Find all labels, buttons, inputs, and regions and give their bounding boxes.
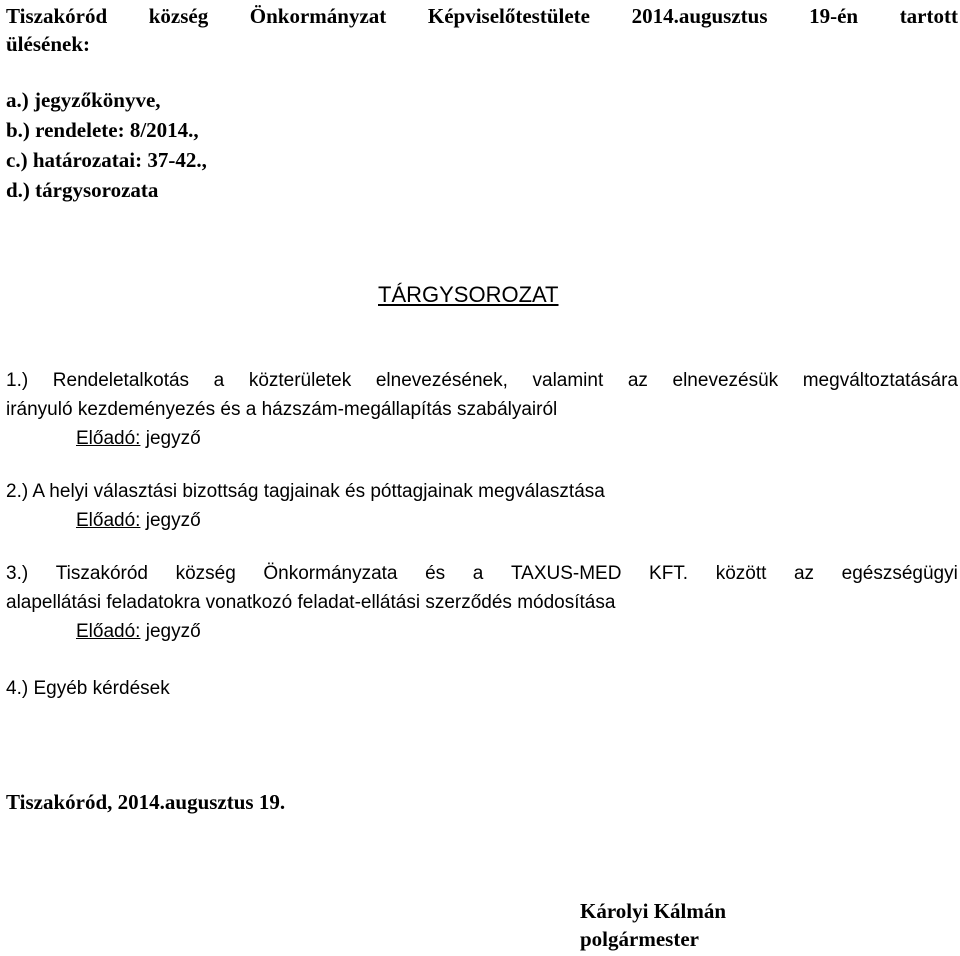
presenter-label: Előadó: — [76, 510, 141, 531]
header-word: Képviselőtestülete — [427, 4, 590, 28]
word: és — [425, 563, 446, 584]
agenda-item-3 — [6, 559, 958, 646]
presenter-line — [76, 506, 958, 535]
agenda-item-line-1 — [6, 559, 958, 588]
header-word: 19-én — [809, 4, 859, 28]
agenda-item-line-2: alapellátási feladatokra vonatkozó feladat-ellátási szerződés módosítása — [6, 592, 616, 613]
agenda-item-line-1 — [6, 366, 958, 395]
header-word: tartott — [899, 4, 958, 28]
signature-block — [580, 897, 726, 953]
signatory-title: polgármester — [580, 927, 699, 951]
word: község — [175, 563, 236, 584]
presenter-line — [76, 424, 958, 453]
word: TAXUS-MED — [510, 563, 622, 584]
list-item: c.) határozatai: 37-42., — [6, 148, 207, 172]
word: az — [793, 563, 815, 584]
agenda-title: TÁRGYSOROZAT — [378, 282, 559, 307]
word: Tiszakóród — [55, 563, 148, 584]
agenda-item-line-1: 2.) A helyi választási bizottság tagjainak és póttagjainak megválasztása — [6, 481, 605, 502]
word: az — [627, 370, 648, 391]
list-item: b.) rendelete: 8/2014., — [6, 118, 199, 142]
header-line-2: ülésének: — [6, 32, 90, 56]
header-word: 2014.augusztus — [631, 4, 768, 28]
agenda-item-line-1: 4.) Egyéb kérdések — [6, 678, 170, 699]
word: elnevezésének, — [375, 370, 508, 391]
list-item: d.) tárgysorozata — [6, 178, 159, 202]
agenda-item-1 — [6, 366, 958, 453]
presenter-name: jegyző — [145, 510, 201, 531]
word: között — [715, 563, 767, 584]
word: megváltoztatására — [802, 370, 958, 391]
word: Önkormányzata — [263, 563, 398, 584]
word: a — [472, 563, 484, 584]
word: KFT. — [649, 563, 689, 584]
header-line-1 — [6, 2, 958, 30]
presenter-line — [76, 617, 958, 646]
signatory-name: Károlyi Kálmán — [580, 899, 727, 923]
document-list — [6, 85, 207, 205]
word: elnevezésük — [672, 370, 779, 391]
word: egészségügyi — [841, 563, 958, 584]
place-date: Tiszakóród, 2014.augusztus 19. — [6, 790, 286, 814]
header-word: Tiszakóród — [6, 4, 108, 28]
word: közterületek — [248, 370, 352, 391]
word: valamint — [532, 370, 604, 391]
agenda-item-4 — [6, 674, 958, 703]
word: 3.) — [6, 563, 29, 584]
word: Rendeletalkotás — [52, 370, 190, 391]
word: a — [213, 370, 225, 391]
header-word: község — [148, 4, 209, 28]
list-item: a.) jegyzőkönyve, — [6, 88, 161, 112]
document-header — [6, 2, 958, 58]
agenda-item-2 — [6, 477, 958, 535]
presenter-name: jegyző — [145, 621, 201, 642]
presenter-name: jegyző — [145, 428, 201, 449]
agenda-item-line-2: irányuló kezdeményezés és a házszám-megállapítás szabályairól — [6, 399, 558, 420]
presenter-label: Előadó: — [76, 621, 141, 642]
presenter-label: Előadó: — [76, 428, 141, 449]
word: 1.) — [6, 370, 29, 391]
header-word: Önkormányzat — [249, 4, 387, 28]
